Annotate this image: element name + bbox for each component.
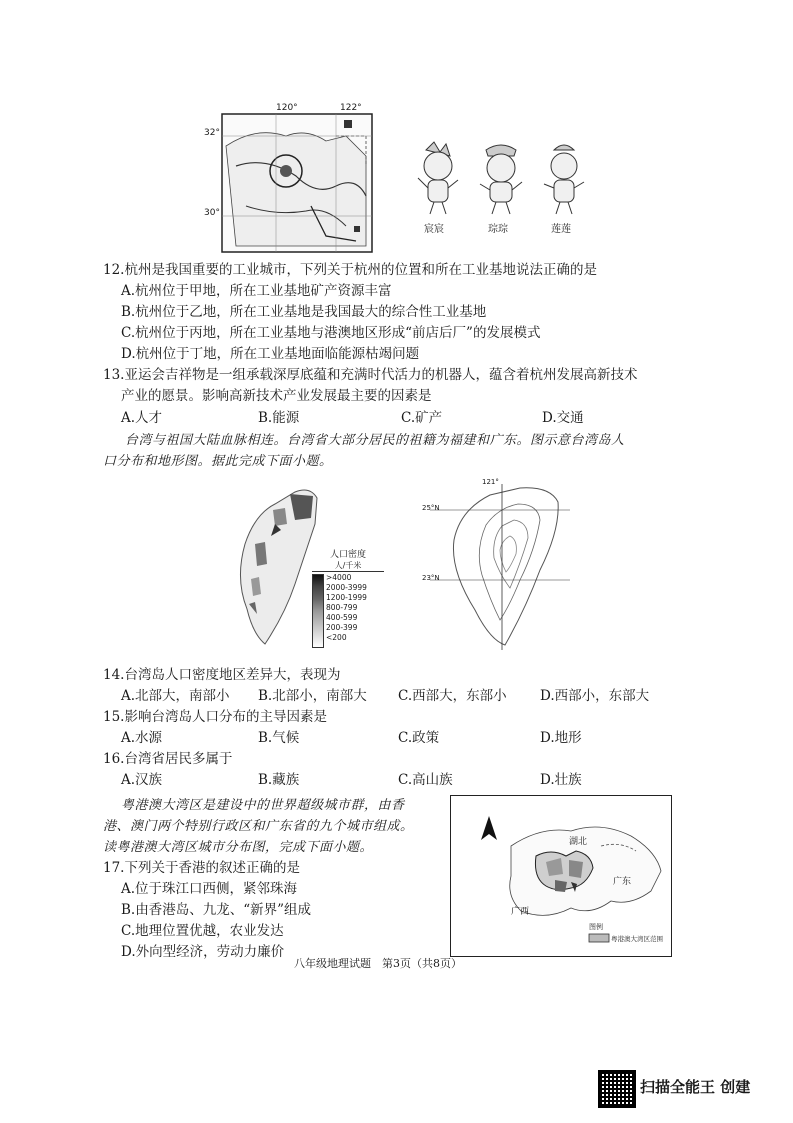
option: B.由香港岛、九龙、“新界”组成 xyxy=(121,902,312,918)
lat-label: 32° xyxy=(204,128,220,138)
mascot-icon xyxy=(480,145,522,214)
material-intro: 粤港澳大湾区是建设中的世界超级城市群，由香 xyxy=(121,798,405,813)
relief-label: 25°N xyxy=(422,504,440,512)
option: C.高山族 xyxy=(398,772,453,788)
option: C.杭州位于丙地，所在工业基地与港澳地区形成“前店后厂”的发展模式 xyxy=(121,325,541,341)
option: D.杭州位于丁地，所在工业基地面临能源枯竭问题 xyxy=(121,346,420,362)
greater-bay-area-map xyxy=(450,795,672,957)
option: D.外向型经济，劳动力廉价 xyxy=(121,944,285,960)
lat-label: 30° xyxy=(204,208,220,218)
question-stem: 15.影响台湾岛人口分布的主导因素是 xyxy=(103,709,327,725)
option: B.气候 xyxy=(258,730,300,746)
question-stem: 13.亚运会吉祥物是一组承载深厚底蕴和充满时代活力的机器人，蕴含着杭州发展高新技术 xyxy=(103,367,638,383)
material-intro: 读粤港澳大湾区城市分布图，完成下面小题。 xyxy=(103,840,374,855)
lon-label: 120° xyxy=(276,103,298,113)
option: B.藏族 xyxy=(258,772,300,788)
mascot-name: 宸宸 xyxy=(424,224,444,235)
relief-label: 121° xyxy=(482,478,499,486)
option: C.政策 xyxy=(398,730,440,746)
question-stem: 17.下列关于香港的叙述正确的是 xyxy=(103,860,300,876)
option: D.地形 xyxy=(540,730,582,746)
option: B.杭州位于乙地，所在工业基地是我国最大的综合性工业基地 xyxy=(121,304,487,320)
option: D.交通 xyxy=(542,410,584,426)
material-intro: 台湾与祖国大陆血脉相连。台湾省大部分居民的祖籍为福建和广东。图示意台湾岛人 xyxy=(125,433,625,448)
legend-title: 人口密度 xyxy=(329,550,366,560)
region-label: 湖北 xyxy=(569,837,588,847)
material-intro: 港、澳门两个特别行政区和广东省的九个城市组成。 xyxy=(103,819,414,834)
option: D.西部小，东部大 xyxy=(540,688,650,704)
mascot-icon xyxy=(544,145,584,214)
mascot-icon xyxy=(418,142,458,214)
option: B.能源 xyxy=(258,410,300,426)
lon-label: 122° xyxy=(340,103,362,113)
yangtze-delta-map xyxy=(204,103,376,256)
option: B.北部小，南部大 xyxy=(258,688,367,704)
legend-class: 2000-3999 xyxy=(326,583,367,592)
legend-class: 800-799 xyxy=(326,603,358,612)
option: A.汉族 xyxy=(121,772,163,788)
population-legend xyxy=(312,547,384,651)
qr-code-icon xyxy=(598,1070,636,1108)
option: C.矿产 xyxy=(401,410,443,426)
option: D.壮族 xyxy=(540,772,582,788)
legend-text: 粤港澳大湾区范围 xyxy=(611,935,663,943)
mascot-name: 莲莲 xyxy=(551,224,571,235)
legend-title: 图例 xyxy=(589,923,603,931)
legend-unit: 人/千米 xyxy=(312,560,384,572)
option: A.北部大，南部小 xyxy=(121,688,230,704)
material-intro: 口分布和地形图。据此完成下面小题。 xyxy=(103,454,333,469)
option: A.水源 xyxy=(121,730,163,746)
north-arrow-icon xyxy=(481,816,497,840)
mascot-figure xyxy=(406,140,596,235)
legend-class: <200 xyxy=(326,633,347,642)
question-stem-cont: 产业的愿景。影响高新技术产业发展最主要的因素是 xyxy=(121,388,432,404)
option: A.人才 xyxy=(121,410,163,426)
question-stem: 14.台湾岛人口密度地区差异大，表现为 xyxy=(103,667,341,683)
watermark-text: 扫描全能王 创建 xyxy=(640,1078,751,1096)
region-label: 广西 xyxy=(511,907,530,917)
option: A.杭州位于甲地，所在工业基地矿产资源丰富 xyxy=(121,283,392,299)
legend-class: >4000 xyxy=(326,573,352,582)
relief-label: 23°N xyxy=(422,574,440,582)
question-stem: 16.台湾省居民多属于 xyxy=(103,751,233,767)
page-footer: 八年级地理试题 第3页（共8页） xyxy=(294,957,462,970)
question-stem: 12.杭州是我国重要的工业城市，下列关于杭州的位置和所在工业基地说法正确的是 xyxy=(103,262,597,278)
taiwan-relief-map xyxy=(420,480,580,655)
option: C.地理位置优越，农业发达 xyxy=(121,923,284,939)
mascot-name: 琮琮 xyxy=(488,224,508,235)
legend-class: 1200-1999 xyxy=(326,593,367,602)
region-label: 广东 xyxy=(613,877,632,887)
legend-class: 200-399 xyxy=(326,623,358,632)
option: C.西部大，东部小 xyxy=(398,688,507,704)
option: A.位于珠江口西侧，紧邻珠海 xyxy=(121,881,298,897)
legend-class: 400-599 xyxy=(326,613,358,622)
